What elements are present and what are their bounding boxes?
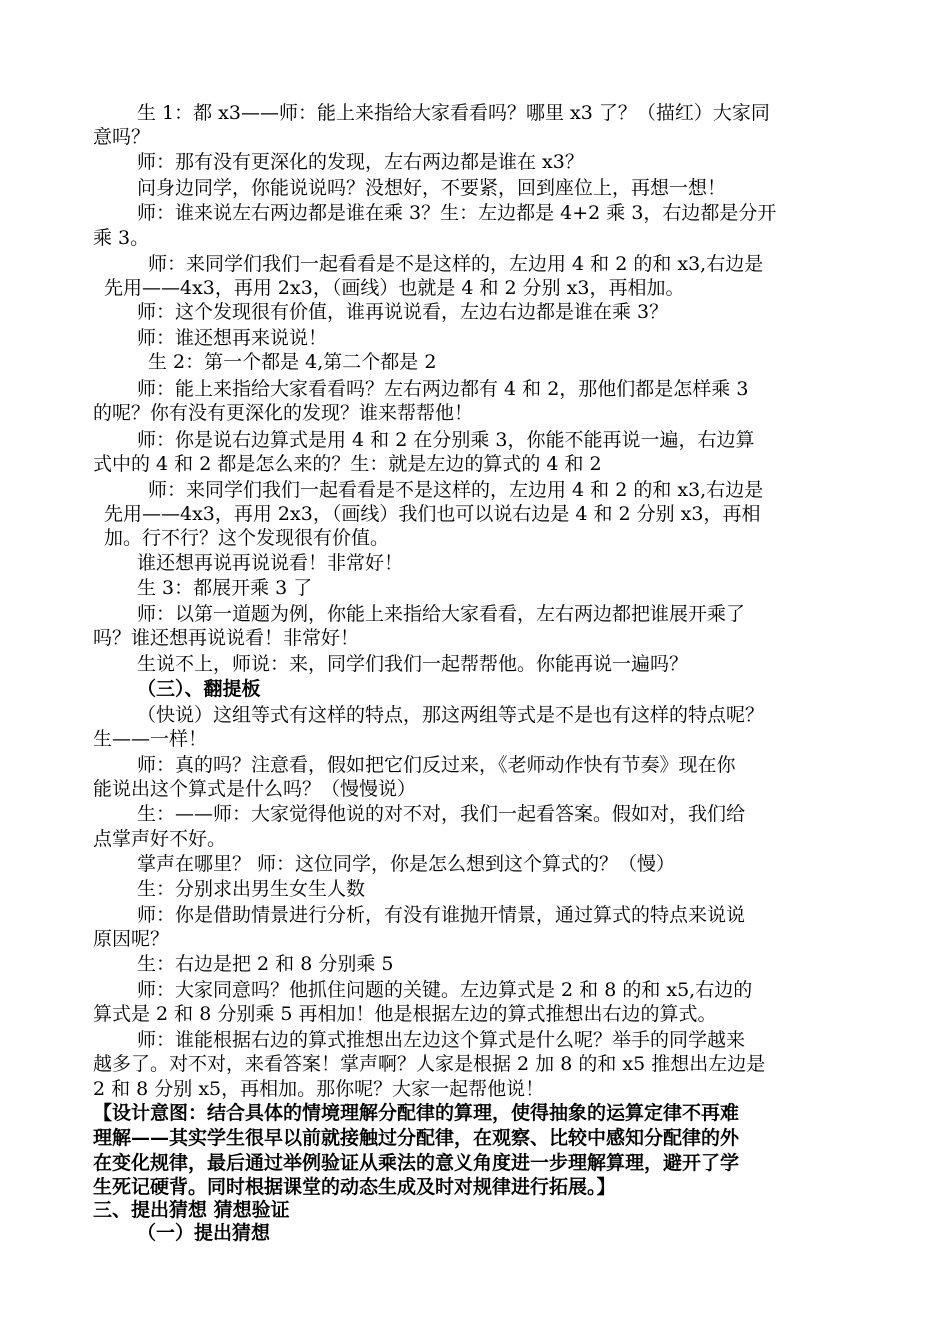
text-line: 意吗？: [93, 126, 151, 148]
text-line: 谁还想再说再说说看！非常好！: [137, 552, 404, 574]
text-line: 生 1：都 x3——师：能上来指给大家看看吗？哪里 x3 了？（描红）大家同: [137, 102, 770, 124]
text-line: 师：真的吗？注意看，假如把它们反过来，《老师动作快有节奏》现在你: [137, 754, 736, 776]
text-line: 的呢？你有没有更深化的发现？谁来帮帮他！: [93, 402, 474, 424]
text-line: 式中的 4 和 2 都是怎么来的？生：就是左边的算式的 4 和 2: [93, 453, 602, 475]
section-heading: （三）、翻提板: [137, 678, 261, 700]
text-line: 师：你是借助情景进行分析，有没有谁抛开情景，通过算式的特点来说说: [137, 904, 746, 926]
text-line: 2 和 8 分别 x5，再相加。那你呢？大家一起帮他说！: [93, 1078, 545, 1100]
text-line: 点掌声好不好。: [93, 828, 227, 850]
text-line: 问身边同学，你能说说吗？没想好，不要紧，回到座位上，再想一想！: [137, 177, 727, 199]
section-heading: 三、提出猜想 猜想验证: [93, 1199, 290, 1221]
text-line: 生：右边是把 2 和 8 分别乘 5: [137, 953, 394, 975]
text-line: 算式是 2 和 8 分别乘 5 再相加！他是根据左边的算式推想出右边的算式。: [93, 1003, 717, 1025]
text-line: 师：那有没有更深化的发现，左右两边都是谁在 x3？: [137, 151, 584, 173]
text-line: 加。行不行？这个发现很有价值。: [104, 527, 390, 549]
text-line: 生 3：都展开乘 3 了: [137, 577, 313, 599]
text-line: 师：你是说右边算式是用 4 和 2 在分别乘 3，你能不能再说一遍，右边算: [137, 429, 755, 451]
text-line: （快说）这组等式有这样的特点，那这两组等式是不是也有这样的特点呢？: [137, 704, 765, 726]
text-line: 吗？谁还想再说说看！非常好！: [93, 627, 360, 649]
text-line: 师：来同学们我们一起看看是不是这样的，左边用 4 和 2 的和 x3,右边是: [148, 479, 764, 501]
subsection-heading: （一）提出猜想: [137, 1222, 271, 1244]
text-line: 师：谁来说左右两边都是谁在乘 3？生：左边都是 4+2 乘 3，右边都是分开: [137, 202, 777, 224]
text-line: 先用——4x3，再用 2x3，（画线）也就是 4 和 2 分别 x3，再相加。: [104, 277, 685, 299]
text-line: 生——一样！: [93, 728, 208, 750]
text-line: 师：大家同意吗？他抓住问题的关键。左边算式是 2 和 8 的和 x5,右边的: [137, 979, 753, 1001]
text-line: 师：来同学们我们一起看看是不是这样的，左边用 4 和 2 的和 x3,右边是: [148, 253, 764, 275]
text-line: 越多了。对不对，来看答案！掌声啊？人家是根据 2 加 8 的和 x5 推想出左边是: [93, 1053, 766, 1075]
text-line: 生：分别求出男生女生人数: [137, 878, 366, 900]
text-line: 师：谁还想再来说说！: [137, 327, 328, 349]
design-intent-line: 在变化规律，最后通过举例验证从乘法的意义角度进一步理解算理，避开了学: [93, 1152, 740, 1174]
design-intent-line: 理解——其实学生很早以前就接触过分配律，在观察、比较中感知分配律的外: [93, 1127, 740, 1149]
text-line: 生 2：第一个都是 4,第二个都是 2: [148, 351, 437, 373]
text-line: 师：以第一道题为例，你能上来指给大家看看，左右两边都把谁展开乘了: [137, 603, 746, 625]
design-intent-line: 生死记硬背。同时根据课堂的动态生成及时对规律进行拓展。】: [93, 1176, 616, 1198]
design-intent-line: 【设计意图：结合具体的情境理解分配律的算理，使得抽象的运算定律不再难: [93, 1102, 740, 1124]
text-line: 生说不上，师说：来，同学们我们一起帮帮他。你能再说一遍吗？: [137, 653, 689, 675]
text-line: 原因呢？: [93, 928, 170, 950]
text-line: 师：能上来指给大家看看吗？左右两边都有 4 和 2，那他们都是怎样乘 3: [137, 378, 749, 400]
text-line: 先用——4x3，再用 2x3，（画线）我们也可以说右边是 4 和 2 分别 x3，再相: [104, 503, 761, 525]
text-line: 乘 3。: [93, 227, 150, 249]
text-line: 师：这个发现很有价值，谁再说说看，左边右边都是谁在乘 3？: [137, 301, 669, 323]
text-line: 师：谁能根据右边的算式推想出左边这个算式是什么呢？举手的同学越来: [137, 1029, 746, 1051]
text-line: 能说出这个算式是什么吗？（慢慢说）: [93, 778, 417, 800]
text-line: 生：——师：大家觉得他说的对不对，我们一起看答案。假如对，我们给: [137, 803, 746, 825]
text-line: 掌声在哪里？ 师：这位同学，你是怎么想到这个算式的？（慢）: [137, 853, 676, 875]
